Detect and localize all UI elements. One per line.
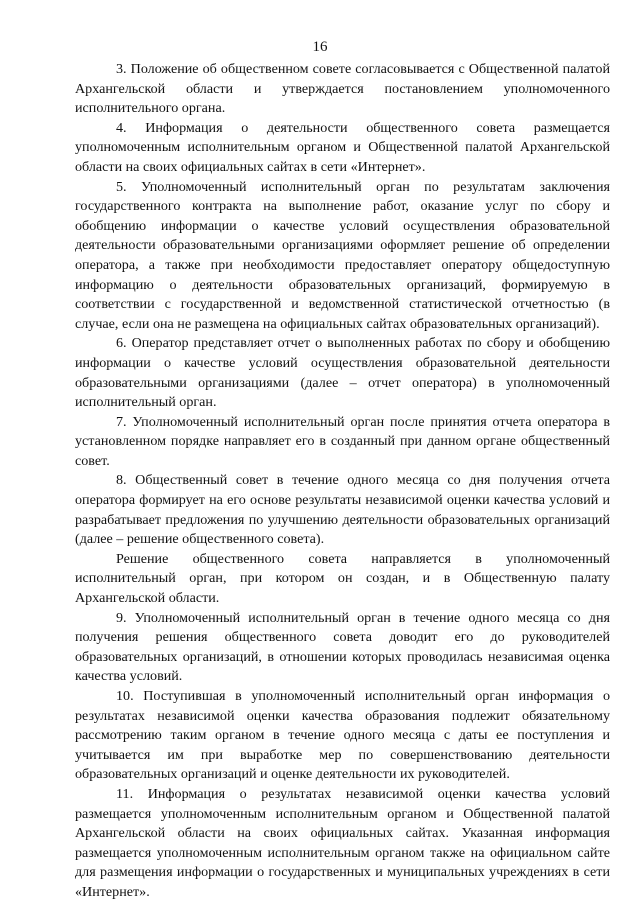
paragraph-8-decision: Решение общественного совета направляется в уполномоченный исполнительный орган, при котором он создан, и в Общественную палату Архангельской области.: [75, 550, 610, 607]
paragraph-11: 11. Информация о результатах независимой оценки качества условий размещается уполномоченным исполнительным органом и Общественной палатой Архангельской области на своих официальных сайтах. Указанная информация размещается уполномоченным исполнительным органом также на официальном сайте для размещения информации о государственных и муниципальных учреждениях в сети «Интернет».: [75, 785, 610, 900]
paragraph-9: 9. Уполномоченный исполнительный орган в течение одного месяца со дня получения решения общественного совета доводит его до руководителей образовательных организаций, в отношении которых проводилась независимая оценка качества условий.: [75, 609, 610, 685]
paragraph-7: 7. Уполномоченный исполнительный орган после принятия отчета оператора в установленном порядке направляет его в созданный при данном органе общественный совет.: [75, 413, 610, 469]
paragraph-5: 5. Уполномоченный исполнительный орган по результатам заключения государственного контракта на выполнение работ, оказание услуг по сбору и обобщению информации о качестве условий осуществления образовательной деятельности образовательными организациями оформляет решение об определении оператора, а также при необходимости предоставляет оператору общедоступную информацию о деятельности образовательных организаций, формируемую в соответствии с государственной и ведомственной статистической отчетностью (в случае, если она не размещена на официальных сайтах образовательных организаций).: [75, 178, 610, 332]
document-body: [75, 60, 610, 903]
paragraph-6: 6. Оператор представляет отчет о выполненных работах по сбору и обобщению информации о качестве условий осуществления образовательной деятельности образовательными организациями (далее – отчет оператора) в уполномоченный исполнительный орган.: [75, 335, 610, 411]
paragraph-8: 8. Общественный совет в течение одного месяца со дня получения отчета оператора формирует на его основе результаты независимой оценки качества условий и разрабатывает предложения по улучшению деятельности образовательных организаций (далее – решение общественного совета).: [75, 472, 610, 548]
page-number: 16: [312, 39, 328, 55]
paragraph-10: 10. Поступившая в уполномоченный исполнительный орган информация о результатах независимой оценки качества образования подлежит обязательному рассмотрению таким органом в течение одного месяца с даты ее поступления и учитывается им при выработке мер по совершенствованию деятельности образовательных организаций и оценке деятельности их руководителей.: [75, 688, 610, 783]
paragraph-4: 4. Информация о деятельности общественного совета размещается уполномоченным исполнительным органом и Общественной палатой Архангельской области на своих официальных сайтах в сети «Интернет».: [75, 119, 610, 175]
paragraph-3: 3. Положение об общественном совете согласовывается с Общественной палатой Архангельской области и утверждается постановлением уполномоченного исполнительного органа.: [75, 61, 610, 117]
